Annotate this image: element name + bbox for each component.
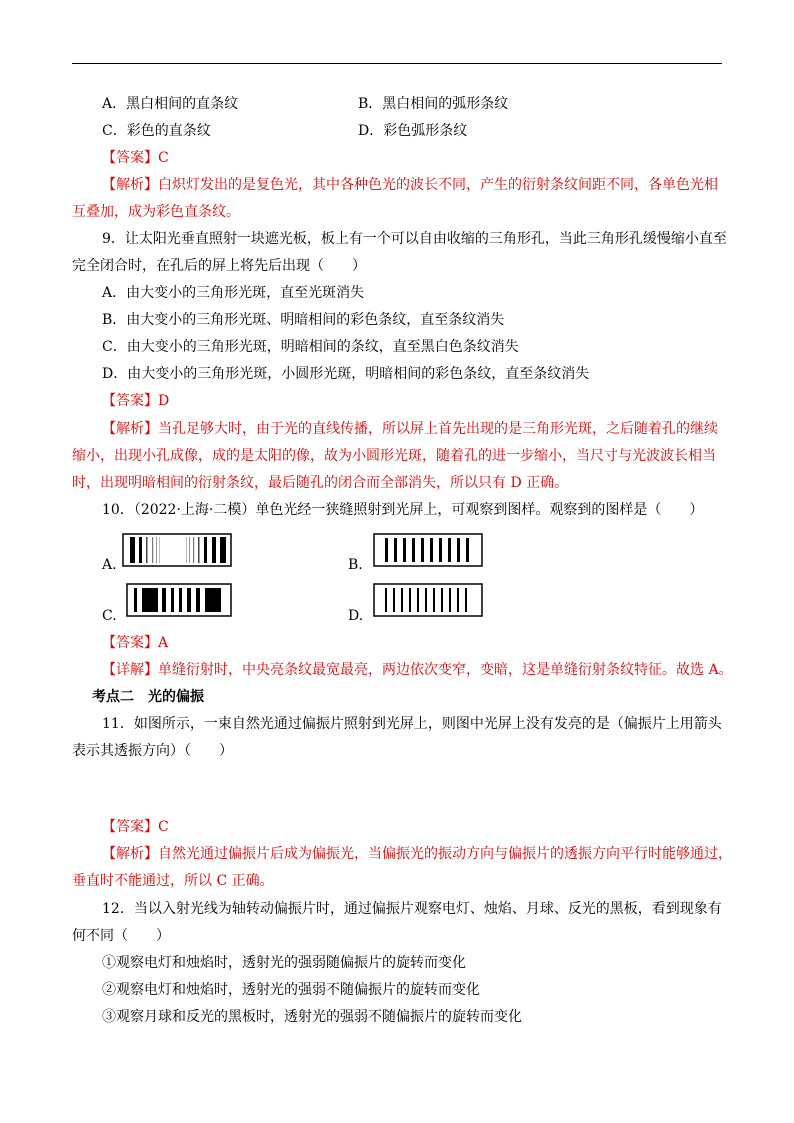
q11-analysis-line-2: 垂直时不能通过，所以 C 正确。 bbox=[72, 873, 274, 889]
answer-tag: 【答案】 bbox=[102, 819, 158, 835]
analysis-tag: 【解析】 bbox=[102, 846, 158, 862]
q8-option-b: B．黑白相间的弧形条纹 bbox=[358, 96, 509, 112]
q11-analysis-line-1 bbox=[102, 844, 732, 864]
q9-option-b: B．由大变小的三角形光斑、明暗相间的彩色条纹，直至条纹消失 bbox=[102, 312, 505, 328]
q9-analysis-line-2: 缩小，出现小孔成像，成的是太阳的像，故为小圆形光斑，随着孔的进一步缩小，当尺寸与光波波长相当 bbox=[72, 448, 716, 464]
q9-stem-line-1: 9．让太阳光垂直照射一块遮光板，板上有一个可以自由收缩的三角形孔，当此三角形孔缓慢缩小直至 bbox=[102, 231, 727, 247]
analysis-text: 自然光通过偏振片后成为偏振光，当偏振光的振动方向与偏振片的透振方向平行时能够通过， bbox=[158, 846, 732, 862]
q10-option-label-c: C. bbox=[102, 608, 117, 624]
q10-option-label-d: D. bbox=[348, 608, 364, 624]
q10-pattern-b bbox=[373, 533, 483, 567]
answer-tag: 【答案】 bbox=[102, 150, 158, 166]
answer-value: A bbox=[158, 635, 169, 651]
q8-option-c: C．彩色的直条纹 bbox=[102, 123, 211, 139]
section-title: 考点二 光的偏振 bbox=[92, 689, 204, 705]
q9-analysis-line-3: 时，出现明暗相间的衍射条纹，最后随孔的闭合而全部消失，所以只有 D 正确。 bbox=[72, 475, 569, 491]
q8-analysis-line-1 bbox=[102, 175, 718, 195]
analysis-text: 当孔足够大时，由于光的直线传播，所以屏上首先出现的是三角形光斑，之后随着孔的继续 bbox=[158, 421, 718, 437]
q10-option-label-a: A. bbox=[102, 557, 117, 573]
q11-stem-line-1: 11．如图所示，一束自然光通过偏振片照射到光屏上，则图中光屏上没有发亮的是（偏振片上用箭头 bbox=[102, 716, 722, 732]
answer-value: C bbox=[158, 150, 169, 166]
q10-pattern-d bbox=[373, 583, 483, 617]
q10-pattern-c bbox=[126, 583, 232, 617]
analysis-tag: 【解析】 bbox=[102, 177, 158, 193]
q12-stem-line-1: 12．当以入射光线为轴转动偏振片时，通过偏振片观察电灯、烛焰、月球、反光的黑板，看到现象有 bbox=[102, 901, 722, 917]
q10-analysis-line-1 bbox=[102, 660, 733, 680]
answer-value: C bbox=[158, 819, 169, 835]
q12-item-2: ②观察电灯和烛焰时，透射光的强弱不随偏振片的旋转而变化 bbox=[102, 982, 480, 998]
analysis-text: 单缝衍射时，中央亮条纹最宽最亮，两边依次变窄，变暗，这是单缝衍射条纹特征。故选 A。 bbox=[158, 662, 733, 678]
q10-option-label-b: B. bbox=[348, 557, 363, 573]
q12-stem-line-2: 何不同（ ） bbox=[72, 928, 170, 944]
q8-analysis-line-2: 互叠加，成为彩色直条纹。 bbox=[72, 204, 240, 220]
q12-item-3: ③观察月球和反光的黑板时，透射光的强弱不随偏振片的旋转而变化 bbox=[102, 1009, 522, 1025]
q10-pattern-a bbox=[122, 533, 232, 567]
q9-analysis-line-1 bbox=[102, 419, 718, 439]
q10-answer bbox=[102, 633, 168, 653]
q11-stem-line-2: 表示其透振方向）（ ） bbox=[72, 743, 233, 759]
answer-tag: 【答案】 bbox=[102, 393, 158, 409]
header-rule bbox=[72, 63, 722, 64]
analysis-tag: 【解析】 bbox=[102, 421, 158, 437]
q10-stem: 10．（2022·上海·二模）单色光经一狭缝照射到光屏上，可观察到图样。观察到的图样是（ ） bbox=[102, 502, 704, 518]
q8-option-a: A．黑白相间的直条纹 bbox=[102, 96, 239, 112]
q9-stem-line-2: 完全闭合时，在孔后的屏上将先后出现（ ） bbox=[72, 258, 366, 274]
q8-answer bbox=[102, 148, 169, 168]
q12-item-1: ①观察电灯和烛焰时，透射光的强弱随偏振片的旋转而变化 bbox=[102, 955, 466, 971]
q8-option-d: D．彩色弧形条纹 bbox=[358, 123, 468, 139]
answer-value: D bbox=[158, 393, 170, 409]
q9-option-d: D．由大变小的三角形光斑，小圆形光斑，明暗相间的彩色条纹，直至条纹消失 bbox=[102, 366, 590, 382]
q9-option-a: A．由大变小的三角形光斑，直至光斑消失 bbox=[102, 285, 365, 301]
q9-option-c: C．由大变小的三角形光斑，明暗相间的条纹，直至黑白色条纹消失 bbox=[102, 339, 519, 355]
answer-tag: 【答案】 bbox=[102, 635, 158, 651]
q9-answer bbox=[102, 391, 169, 411]
analysis-text: 白炽灯发出的是复色光，其中各种色光的波长不同，产生的衍射条纹间距不同，各单色光相 bbox=[158, 177, 718, 193]
analysis-tag: 【详解】 bbox=[102, 662, 158, 678]
q11-answer bbox=[102, 817, 169, 837]
